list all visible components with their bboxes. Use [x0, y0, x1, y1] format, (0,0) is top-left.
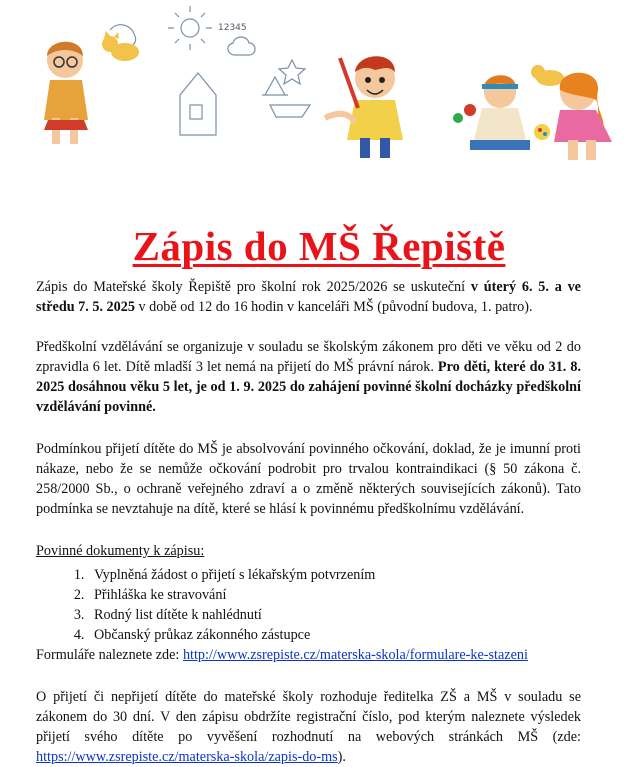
paragraph-dates: Zápis do Mateřské školy Řepiště pro školní rok 2025/2026 se uskuteční v úterý 6. 5. a ve středu 7. 5. 2025 v době od 12 do 16 hodin v kanceláři MŠ (původní budova, 1. patro).: [36, 279, 581, 315]
paragraph-preschool: Předškolní vzdělávání se organizuje v souladu se školským zákonem pro děti ve věku od 2 do zpravidla 6 let. Dítě mladší 3 let nemá na přijetí do MŠ právní nárok. Pro děti, které do 31. 8. 2025 dosáhnou věku 5 let, je od 1. 9. 2025 do zahájení povinné školní docházky předškolní vzdělávání povinné.: [36, 339, 581, 415]
page-title: Zápis do MŠ Řepiště: [132, 223, 506, 269]
list-item: 3. Rodný list dítěte k nahlédnutí: [88, 605, 581, 625]
documents-list: [36, 565, 581, 645]
list-item: 4. Občanský průkaz zákonného zástupce: [88, 625, 581, 645]
forms-line: Formuláře naleznete zde: http://www.zsrepiste.cz/materska-skola/formulare-ke-stazeni: [36, 647, 528, 663]
doodle-numbers: 12345: [218, 23, 247, 33]
document-body: [36, 277, 581, 767]
paragraph-vaccination: Podmínkou přijetí dítěte do MŠ je absolvování povinného očkování, doklad, že je imunní proti nákaze, nebo že se nemůže očkování podrobit pro trvalou kontraindikaci (§ 50 zákona č. 258/2000 Sb., o ochraně veřejného zdraví a o změně některých souvisejících zákonů). Tato podmínka se nevztahuje na dítě, které se hlásí k povinnému předškolnímu vzdělávání.: [36, 441, 581, 517]
list-item: 1. Vyplněná žádost o přijetí s lékařským potvrzením: [88, 565, 581, 585]
list-item: 2. Přihláška ke stravování: [88, 585, 581, 605]
paragraph-decision: O přijetí či nepřijetí dítěte do mateřské školy rozhoduje ředitelka ZŠ a MŠ v souladu se zákonem do 30 dní. V den zápisu obdržíte registrační číslo, pod kterým naleznete výsledek přijetí svého dítěte po vyvěšení rozhodnutí na webových stránkách MŠ (zde: https://www.zsrepiste.cz/materska-skola/zapis-do-ms).: [36, 689, 581, 765]
children-drawing-illustration: [30, 0, 612, 165]
enrollment-link[interactable]: https://www.zsrepiste.cz/materska-skola/zapis-do-ms: [36, 749, 338, 765]
documents-heading: Povinné dokumenty k zápisu:: [36, 543, 205, 559]
forms-link[interactable]: http://www.zsrepiste.cz/materska-skola/formulare-ke-stazeni: [182, 647, 528, 663]
